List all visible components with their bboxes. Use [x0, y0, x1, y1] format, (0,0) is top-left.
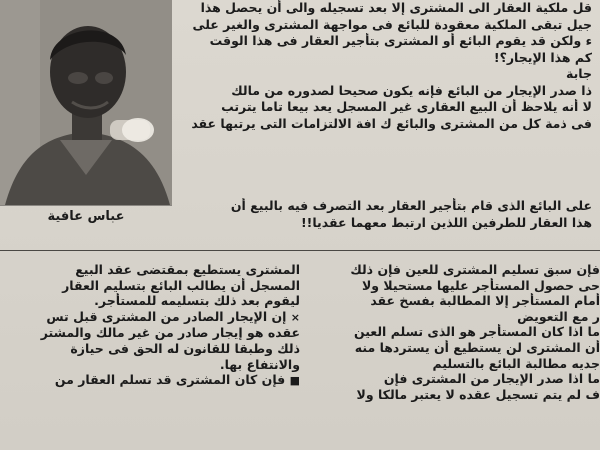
text-line: ذا صدر الإيجار من البائع فإنه يكون صحيحا لصدوره من مالك — [231, 82, 592, 98]
text-line: المشترى يستطيع بمقتضى عقد البيع — [75, 262, 300, 277]
article-top-block — [178, 0, 592, 132]
text-line: ء ولكن قد يقوم البائع أو المشترى بتأجير العقار فى هذا الوقت — [209, 33, 592, 48]
text-line — [0, 309, 300, 326]
photo-caption: عباس عافية — [47, 209, 125, 224]
text-line: ف لم يتم تسجيل عقده لا يعتبر مالكا ولا — [356, 386, 600, 402]
text-line: ليقوم بعد ذلك بتسليمه للمستأجر. — [94, 293, 300, 309]
text-line-content: إن الإيجار الصادر من المشترى قبل تس — [46, 308, 287, 324]
text-line: جيل تبقى الملكية معقودة للبائع فى مواجهة المشترى والغير على — [192, 16, 592, 32]
text-line: والانتفاع بها. — [219, 356, 300, 372]
text-line: على البائع الذى قام بتأجير العقار بعد التصرف فيه بالبيع أن — [230, 198, 592, 213]
cross-marker-icon: × — [290, 310, 300, 324]
text-line: ذلك وطبقا للقانون له الحق فى حيازة — [70, 340, 300, 356]
text-line: فى ذمة كل من المشترى والبائع ك افة الالتزامات التى يرتبها عقد — [191, 115, 592, 131]
text-line: ما اذا صدر الإيجار من المشترى فإن — [383, 371, 600, 387]
text-line-content: فإن كان المشترى قد تسلم العقار من — [54, 372, 286, 388]
article-column-left — [0, 262, 300, 389]
text-line: المسجل أن يطالب البائع بتسليم العقار — [62, 277, 300, 293]
text-line: عقده هو إيجار صادر من غير مالك والمشتر — [40, 325, 300, 341]
text-line: أمام المستأجر إلا المطالبة بفسخ عقد — [370, 293, 600, 309]
text-line: فإن سبق تسليم المشترى للعين فإن ذلك — [350, 262, 600, 277]
text-line — [0, 372, 300, 389]
text-line: ر مع التعويض — [517, 308, 600, 324]
text-line: كم هذا الإيجار؟! — [493, 49, 592, 65]
portrait-image — [0, 0, 172, 205]
section-divider — [0, 250, 600, 251]
text-line: لا أنه يلاحظ أن البيع العقارى غير المسجل يعد بيعا تاما يترتب — [221, 99, 592, 114]
text-line: حى حصول المستأجر عليها مستحيلا ولا — [361, 277, 600, 293]
article-column-right — [312, 262, 600, 402]
text-line: قل ملكية العقار الى المشترى إلا بعد تسجيله والى أن يحصل هذا — [200, 0, 592, 15]
text-line: أن المشترى لن يستطيع أن يستردها منه — [354, 339, 600, 355]
text-line: هذا العقار للطرفين اللذين ارتبط معهما عقديا!! — [300, 214, 592, 230]
text-line: جديه مطالبة البائع بالتسليم — [432, 355, 600, 371]
text-line: جابة — [566, 66, 592, 81]
article-mid-block — [176, 198, 592, 231]
author-photo — [0, 0, 172, 206]
text-line: ما اذا كان المستأجر هو الذى تسلم العين — [353, 324, 600, 340]
square-bullet-icon: ■ — [289, 374, 300, 388]
